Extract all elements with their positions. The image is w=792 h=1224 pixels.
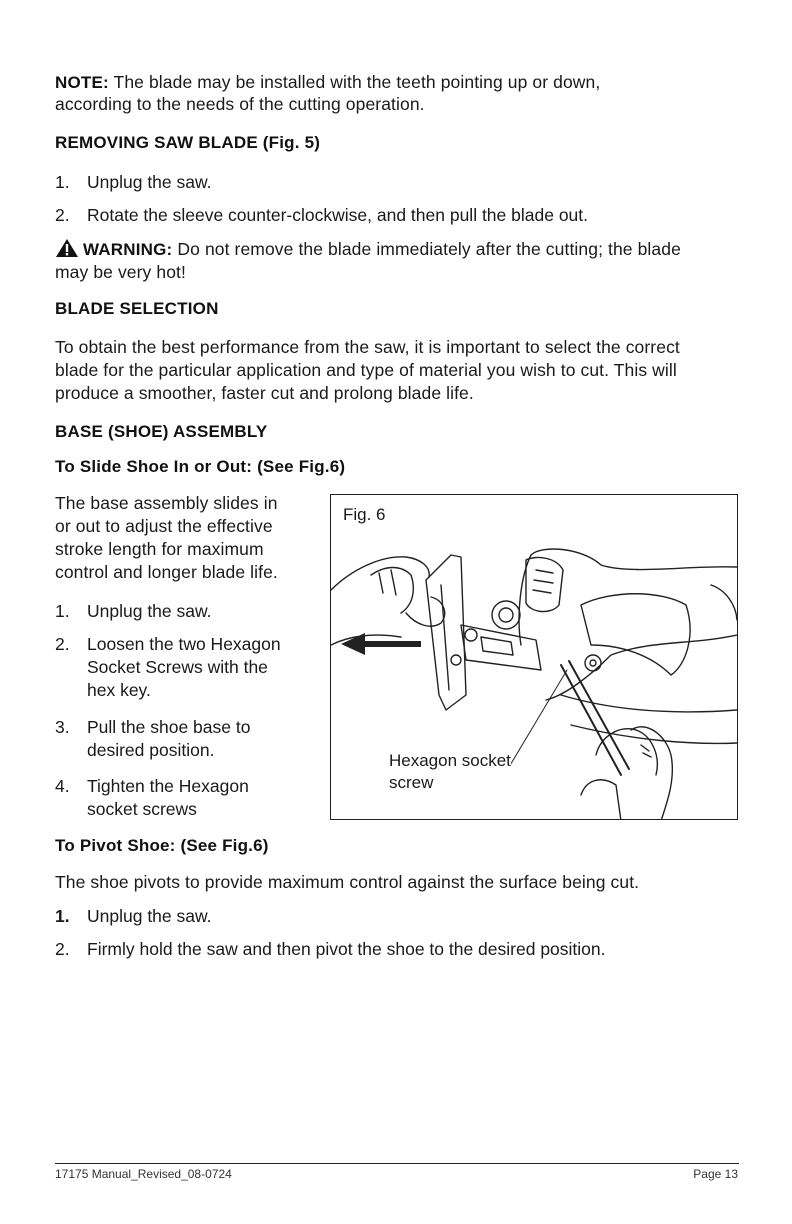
step-text: Unplug the saw. <box>87 906 212 926</box>
step-text: Firmly hold the saw and then pivot the shoe to the desired position. <box>87 939 606 959</box>
pivot-heading: To Pivot Shoe: (See Fig.6) <box>55 836 269 855</box>
step-text: Loosen the two Hexagon <box>87 634 281 654</box>
warning-text-1: Do not remove the blade immediately after the cutting; the blade <box>177 239 681 259</box>
step-number: 3. <box>55 717 70 737</box>
base-intro-line-3: stroke length for maximum <box>55 539 264 559</box>
step-text: Unplug the saw. <box>87 601 212 621</box>
warning-line-1 <box>55 238 681 261</box>
warning-triangle-icon <box>55 238 79 258</box>
blade-selection-heading: BLADE SELECTION <box>55 299 219 318</box>
note-label: NOTE: <box>55 73 109 92</box>
base-heading: BASE (SHOE) ASSEMBLY <box>55 422 268 441</box>
step-number: 2. <box>55 205 70 225</box>
step-text: hex key. <box>87 680 151 700</box>
blade-selection-line-1: To obtain the best performance from the saw, it is important to select the correct <box>55 337 680 357</box>
step-text: Rotate the sleeve counter-clockwise, and then pull the blade out. <box>87 205 589 225</box>
footer-page-number: Page 13 <box>693 1167 738 1181</box>
note-line-2: according to the needs of the cutting operation. <box>55 94 425 114</box>
warning-line-2: may be very hot! <box>55 262 186 282</box>
direction-arrow-icon <box>341 633 421 655</box>
footer-divider <box>55 1163 739 1164</box>
removing-heading: REMOVING SAW BLADE (Fig. 5) <box>55 133 321 152</box>
step-text: socket screws <box>87 799 197 819</box>
note-line-1 <box>55 71 600 94</box>
step-number: 2. <box>55 634 70 654</box>
step-number: 2. <box>55 939 70 959</box>
base-subheading: To Slide Shoe In or Out: (See Fig.6) <box>55 457 346 476</box>
step-number: 1. <box>55 906 70 926</box>
figure-label: Fig. 6 <box>343 505 386 524</box>
step-text: Socket Screws with the <box>87 657 268 677</box>
step-number: 1. <box>55 601 70 621</box>
base-intro-line-4: control and longer blade life. <box>55 562 278 582</box>
figure-6 <box>330 494 738 820</box>
step-text: Unplug the saw. <box>87 172 212 192</box>
step-text: Tighten the Hexagon <box>87 776 249 796</box>
step-text: desired position. <box>87 740 215 760</box>
step-number: 1. <box>55 172 70 192</box>
note-text-1: The blade may be installed with the teeth pointing up or down, <box>113 72 601 92</box>
footer-doc-id: 17175 Manual_Revised_08-0724 <box>55 1167 232 1181</box>
step-number: 4. <box>55 776 70 796</box>
pivot-intro: The shoe pivots to provide maximum control against the surface being cut. <box>55 872 640 892</box>
base-intro-line-1: The base assembly slides in <box>55 493 278 513</box>
step-text: Pull the shoe base to <box>87 717 251 737</box>
warning-label: WARNING: <box>83 240 173 259</box>
figure-callout-line-2: screw <box>389 773 434 792</box>
figure-callout-line-1: Hexagon socket <box>389 751 511 770</box>
blade-selection-line-3: produce a smoother, faster cut and prolong blade life. <box>55 383 474 403</box>
blade-selection-line-2: blade for the particular application and type of material you wish to cut. This will <box>55 360 677 380</box>
base-intro-line-2: or out to adjust the effective <box>55 516 273 536</box>
saw-shoe-illustration <box>331 495 738 820</box>
